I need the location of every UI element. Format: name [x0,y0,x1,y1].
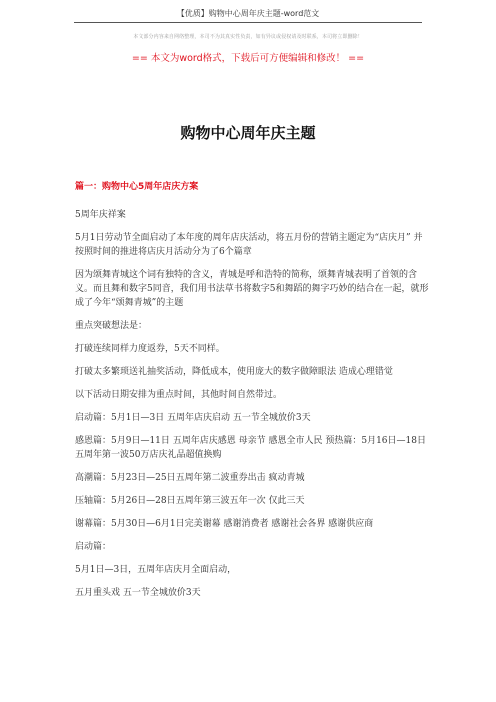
paragraph: 打破连续同样力度返券，5天不同样。 [75,344,225,354]
paragraph: 启动篇： [75,542,112,552]
paragraph: 感恩篇：5月9日—11日 五周年店庆感恩 母亲节 感恩全市人民 预热篇：5月16日—18日五周年第一波50万店庆礼品超值换购 [75,436,426,460]
paragraph: 以下活动日期安排为重点时间，其他时间自然带过。 [75,390,283,400]
paragraph: 5周年庆祥案 [75,210,126,220]
paragraph: 打破太多繁琐送礼抽奖活动，降低成本，使用庞大的数字做障眼法 造成心理错觉 [75,367,393,377]
paragraph: 五月重头戏 五一节全城放价3天 [75,588,201,598]
edit-notice: == 本文为word格式，下载后可方便编辑和修改！ == [131,53,365,64]
document-body [75,180,430,609]
header-title: 【优质】购物中心周年庆主题-word范文 [176,9,320,18]
header-divider [74,22,422,23]
paragraph: 5月1日—3日，五周年店庆月全面启动， [75,565,237,575]
paragraph: 5月1日劳动节全面启动了本年度的周年店庆活动，将五月份的营销主题定为“店庆月” 并按照时间的推进将店庆月活动分为了6个篇章 [75,233,423,257]
paragraph: 因为颂舞青城这个词有独特的含义，青城是呼和浩特的简称，颂舞青城表明了首领的含义。而且舞和数字5同音，我们用书法草书将数字5和舞蹈的舞字巧妙的结合在一起，就形成了今年“颂舞青城”的主题 [75,270,429,308]
paragraph: 高潮篇：5月23日—25日五周年第二波重券出击 疯动青城 [75,473,305,483]
paragraph: 启动篇：5月1日—3日 五周年店庆启动 五一节全城放价3天 [75,413,311,423]
paragraph: 重点突破想法是： [75,321,148,331]
paragraph: 谢幕篇：5月30日—6月1日完美谢幕 感谢消费者 感谢社会各界 感谢供应商 [75,519,374,529]
disclaimer-text: 本文部分内容来自网络整理，本司不为其真实性负责，如有异议或侵权请及时联系，本司将立即删除！ [133,34,363,40]
paragraph: 压轴篇：5月26日—28日五周年第三波五年一次 仅此三天 [75,496,305,506]
section-heading: 篇一：购物中心5周年店庆方案 [75,182,199,192]
document-title: 购物中心周年庆主题 [180,124,316,142]
